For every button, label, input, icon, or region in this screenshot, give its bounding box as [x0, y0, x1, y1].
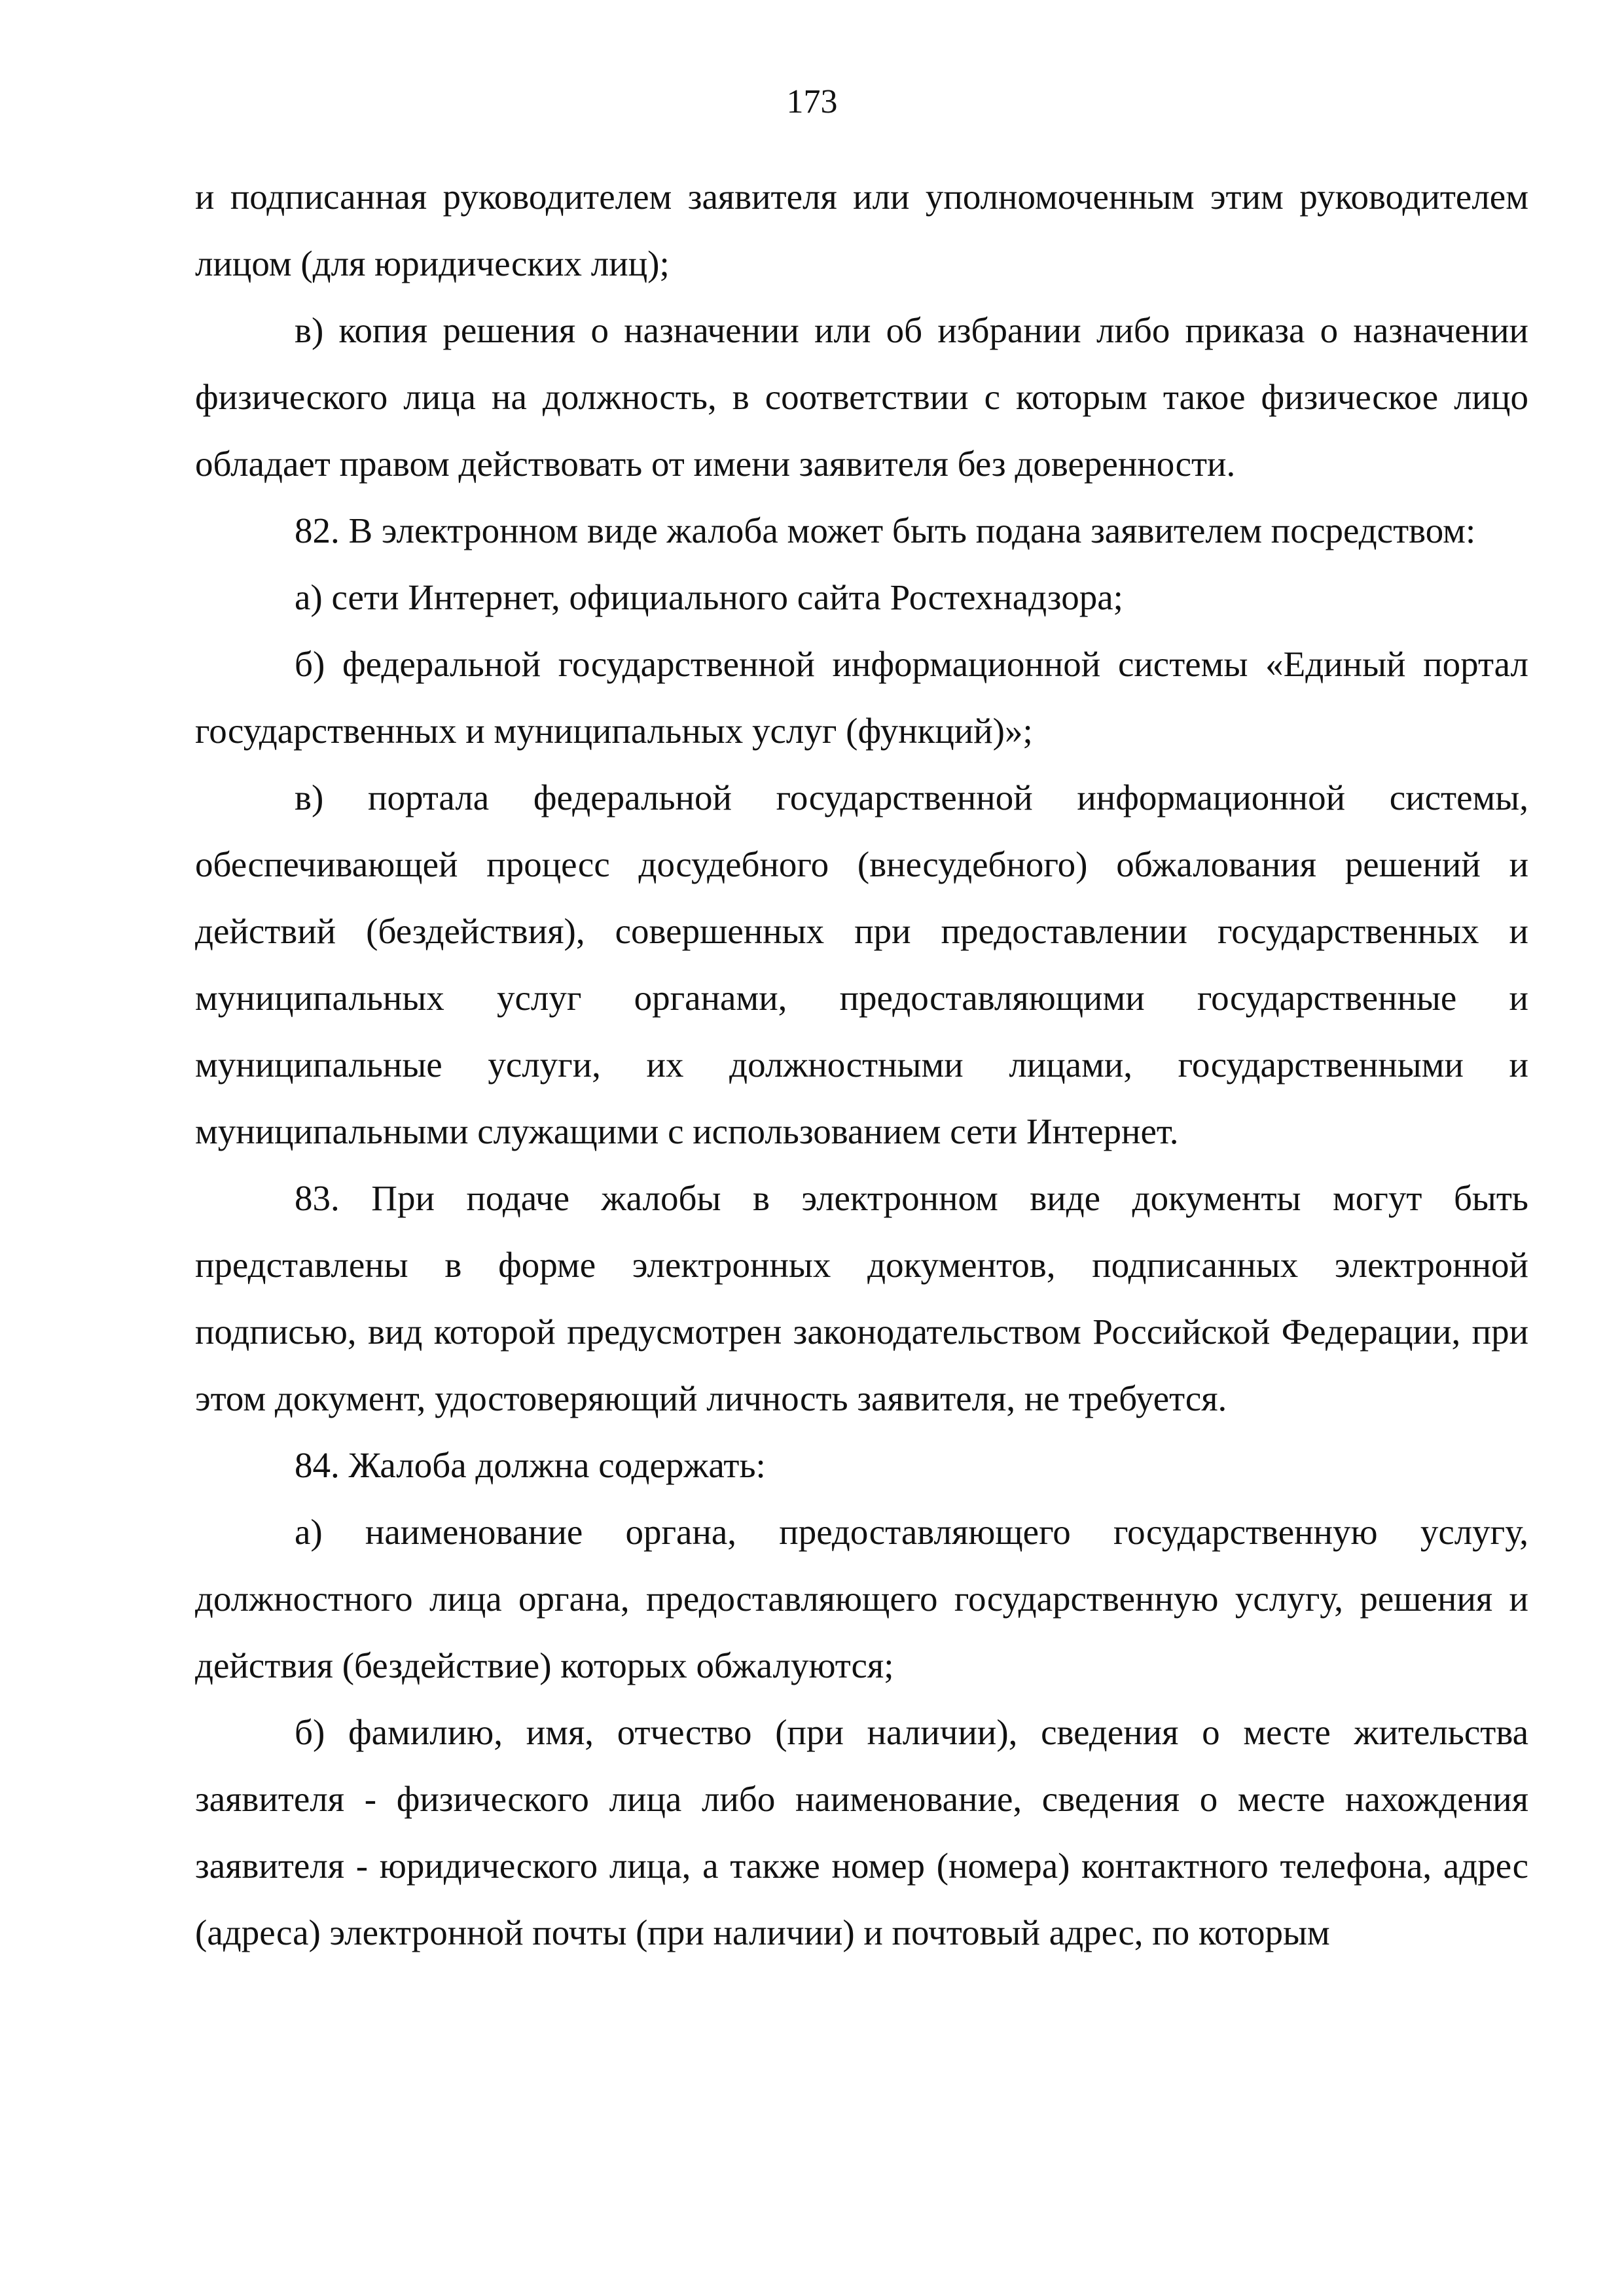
paragraph-83-electronic-documents: 83. При подаче жалобы в электронном виде документы могут быть представлены в форме электронных документов, подписанных электронной подписью, вид которой предусмотрен законодательством Российской Федерации, при этом документ, удостоверяющий личность заявителя, не требуется. [195, 1178, 1528, 1418]
paragraph-item-v-decision-copy: в) копия решения о назначении или об избрании либо приказа о назначении физического лица на должность, в соответствии с которым такое физическое лицо обладает правом действовать от имени заявителя без доверенности. [195, 310, 1528, 484]
document-body [195, 164, 1528, 1966]
paragraph-84-complaint-contents: 84. Жалоба должна содержать: [295, 1445, 766, 1485]
paragraph-82-electronic-complaint: 82. В электронном виде жалоба может быть подана заявителем посредством: [295, 511, 1476, 550]
paragraph-item-v-appeal-portal: в) портала федеральной государственной информационной системы, обеспечивающей процесс досудебного (внесудебного) обжалования решений и действий (бездействия), совершенных при предоставлении государственных и муниципальных услуг органами, предоставляющими государственные и муниципальные услуги, их должностными лицами, государственными и муниципальными служащими с использованием сети Интернет. [195, 778, 1528, 1151]
paragraph-item-b-unified-portal: б) федеральной государственной информационной системы «Единый портал государственных и муниципальных услуг (функций)»; [195, 644, 1528, 751]
paragraph-item-a-internet: а) сети Интернет, официального сайта Ростехнадзора; [295, 577, 1123, 617]
paragraph-item-a-authority-name: а) наименование органа, предоставляющего государственную услугу, должностного лица органа, предоставляющего государственную услугу, решения и действия (бездействие) которых обжалуются; [195, 1512, 1528, 1685]
paragraph-continuation: и подписанная руководителем заявителя или уполномоченным этим руководителем лицом (для юридических лиц); [195, 177, 1528, 283]
page-number: 173 [786, 83, 838, 120]
paragraph-item-b-applicant-details: б) фамилию, имя, отчество (при наличии), сведения о месте жительства заявителя - физического лица либо наименование, сведения о месте нахождения заявителя - юридического лица, а также номер (номера) контактного телефона, адрес (адреса) электронной почты (при наличии) и почтовый адрес, по которым [195, 1712, 1528, 1952]
